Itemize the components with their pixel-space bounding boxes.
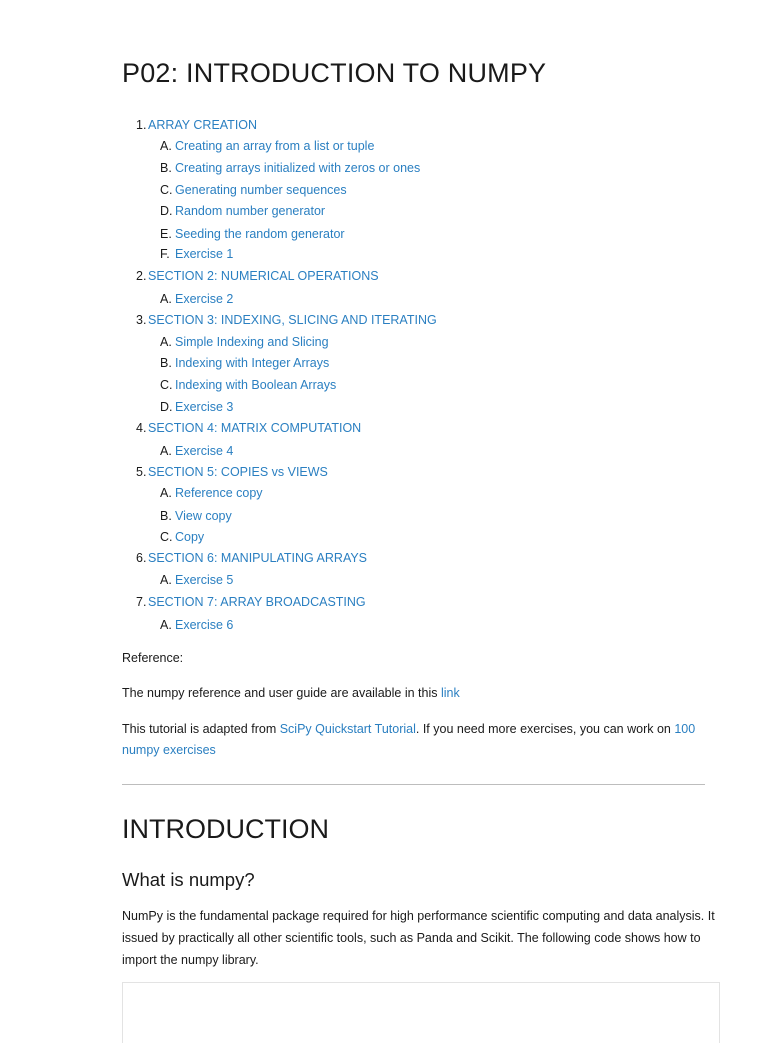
toc-section-item — [136, 310, 437, 330]
code-cell — [122, 982, 720, 1043]
toc-section-number: 1. — [136, 118, 147, 132]
toc-subsection-letter: C. — [160, 183, 173, 197]
toc-subsection-item — [160, 397, 233, 417]
toc-section-link[interactable]: ARRAY CREATION — [148, 118, 258, 132]
toc-subsection-link[interactable]: Indexing with Integer Arrays — [175, 356, 330, 370]
toc-subsection-link[interactable]: Creating arrays initialized with zeros or ones — [175, 161, 421, 175]
toc-subsection-item — [160, 244, 233, 264]
toc-section-link[interactable]: SECTION 7: ARRAY BROADCASTING — [148, 595, 366, 609]
toc-subsection-link[interactable]: Copy — [175, 530, 205, 544]
toc-subsection-item — [160, 615, 233, 635]
toc-subsection-letter: D. — [160, 204, 173, 218]
toc-section-link[interactable]: SECTION 4: MATRIX COMPUTATION — [148, 421, 362, 435]
toc-section-link[interactable]: SECTION 5: COPIES vs VIEWS — [148, 465, 328, 479]
toc-subsection-item — [160, 441, 233, 461]
toc-section-number: 6. — [136, 551, 147, 565]
toc-subsection-letter: A. — [160, 139, 172, 153]
toc-subsection-item — [160, 570, 233, 590]
toc-subsection-link[interactable]: Simple Indexing and Slicing — [175, 335, 329, 349]
toc-section-number: 7. — [136, 595, 147, 609]
toc-subsection-letter: A. — [160, 444, 172, 458]
toc-subsection-link[interactable]: Exercise 2 — [175, 292, 234, 306]
toc-subsection-link[interactable]: Random number generator — [175, 204, 326, 218]
toc-subsection-link[interactable]: Creating an array from a list or tuple — [175, 139, 375, 153]
reference-paragraph — [122, 683, 718, 704]
toc-section-item — [136, 115, 257, 135]
toc-subsection-letter: A. — [160, 335, 172, 349]
toc-subsection-item — [160, 527, 204, 547]
toc-subsection-letter: A. — [160, 486, 172, 500]
toc-subsection-item — [160, 224, 345, 244]
numpy-exercises-link[interactable]: 100 numpy exercises — [122, 722, 696, 757]
adapted-mid: . If you need more exercises, you can work on — [415, 722, 675, 736]
toc-subsection-item — [160, 289, 233, 309]
toc-subsection-letter: B. — [160, 161, 172, 175]
section-divider — [122, 784, 705, 785]
toc-subsection-link[interactable]: Seeding the random generator — [175, 227, 345, 241]
toc-subsection-letter: A. — [160, 618, 172, 632]
toc-subsection-letter: E. — [160, 227, 172, 241]
intro-paragraph: NumPy is the fundamental package required for high performance scientific computing and data analysis. It issued by practically all other scientific tools, such as Panda and Scikit. The following code shows how to import the numpy library. — [122, 909, 715, 967]
toc-subsection-link[interactable]: Exercise 4 — [175, 444, 234, 458]
toc-section-number: 5. — [136, 465, 147, 479]
toc-subsection-item — [160, 375, 336, 395]
toc-section-number: 3. — [136, 313, 147, 327]
toc-subsection-letter: A. — [160, 292, 172, 306]
toc-subsection-link[interactable]: Exercise 3 — [175, 400, 234, 414]
toc-section-number: 2. — [136, 269, 147, 283]
toc-subsection-letter: F. — [160, 247, 170, 261]
what-is-numpy-heading: What is numpy? — [122, 869, 255, 890]
toc-subsection-item — [160, 136, 374, 156]
toc-subsection-link[interactable]: Exercise 5 — [175, 573, 234, 587]
toc-section-item — [136, 462, 328, 482]
toc-subsection-link[interactable]: Exercise 6 — [175, 618, 234, 632]
toc-subsection-letter: C. — [160, 378, 173, 392]
toc-subsection-link[interactable]: Exercise 1 — [175, 247, 234, 261]
toc-subsection-item — [160, 506, 232, 526]
toc-subsection-letter: D. — [160, 400, 173, 414]
toc-subsection-link[interactable]: Indexing with Boolean Arrays — [175, 378, 337, 392]
toc-subsection-letter: C. — [160, 530, 173, 544]
toc-subsection-item — [160, 201, 325, 221]
toc-subsection-item — [160, 332, 329, 352]
introduction-heading: INTRODUCTION — [122, 814, 329, 844]
toc-section-link[interactable]: SECTION 3: INDEXING, SLICING AND ITERATING — [148, 313, 437, 327]
toc-section-number: 4. — [136, 421, 147, 435]
toc-subsection-item — [160, 158, 420, 178]
toc-subsection-link[interactable]: View copy — [175, 509, 232, 523]
toc-section-item — [136, 418, 361, 438]
adapted-prefix: This tutorial is adapted from — [122, 722, 280, 736]
reference-text: The numpy reference and user guide are available in this — [122, 686, 441, 700]
toc-section-item — [136, 592, 366, 612]
toc-subsection-item — [160, 483, 263, 503]
toc-subsection-item — [160, 180, 347, 200]
reference-label: Reference: — [122, 651, 184, 665]
toc-subsection-item — [160, 353, 329, 373]
page-title: P02: INTRODUCTION TO NUMPY — [122, 58, 547, 88]
toc-section-item — [136, 548, 367, 568]
toc-subsection-link[interactable]: Reference copy — [175, 486, 263, 500]
toc-subsection-letter: B. — [160, 509, 172, 523]
toc-section-link[interactable]: SECTION 6: MANIPULATING ARRAYS — [148, 551, 368, 565]
toc-subsection-link[interactable]: Generating number sequences — [175, 183, 347, 197]
toc-section-item — [136, 266, 379, 286]
adapted-paragraph — [122, 719, 718, 761]
toc-subsection-letter: A. — [160, 573, 172, 587]
reference-link[interactable]: link — [440, 686, 460, 700]
toc-subsection-letter: B. — [160, 356, 172, 370]
scipy-quickstart-link[interactable]: SciPy Quickstart Tutorial — [279, 722, 416, 736]
toc-section-link[interactable]: SECTION 2: NUMERICAL OPERATIONS — [148, 269, 379, 283]
